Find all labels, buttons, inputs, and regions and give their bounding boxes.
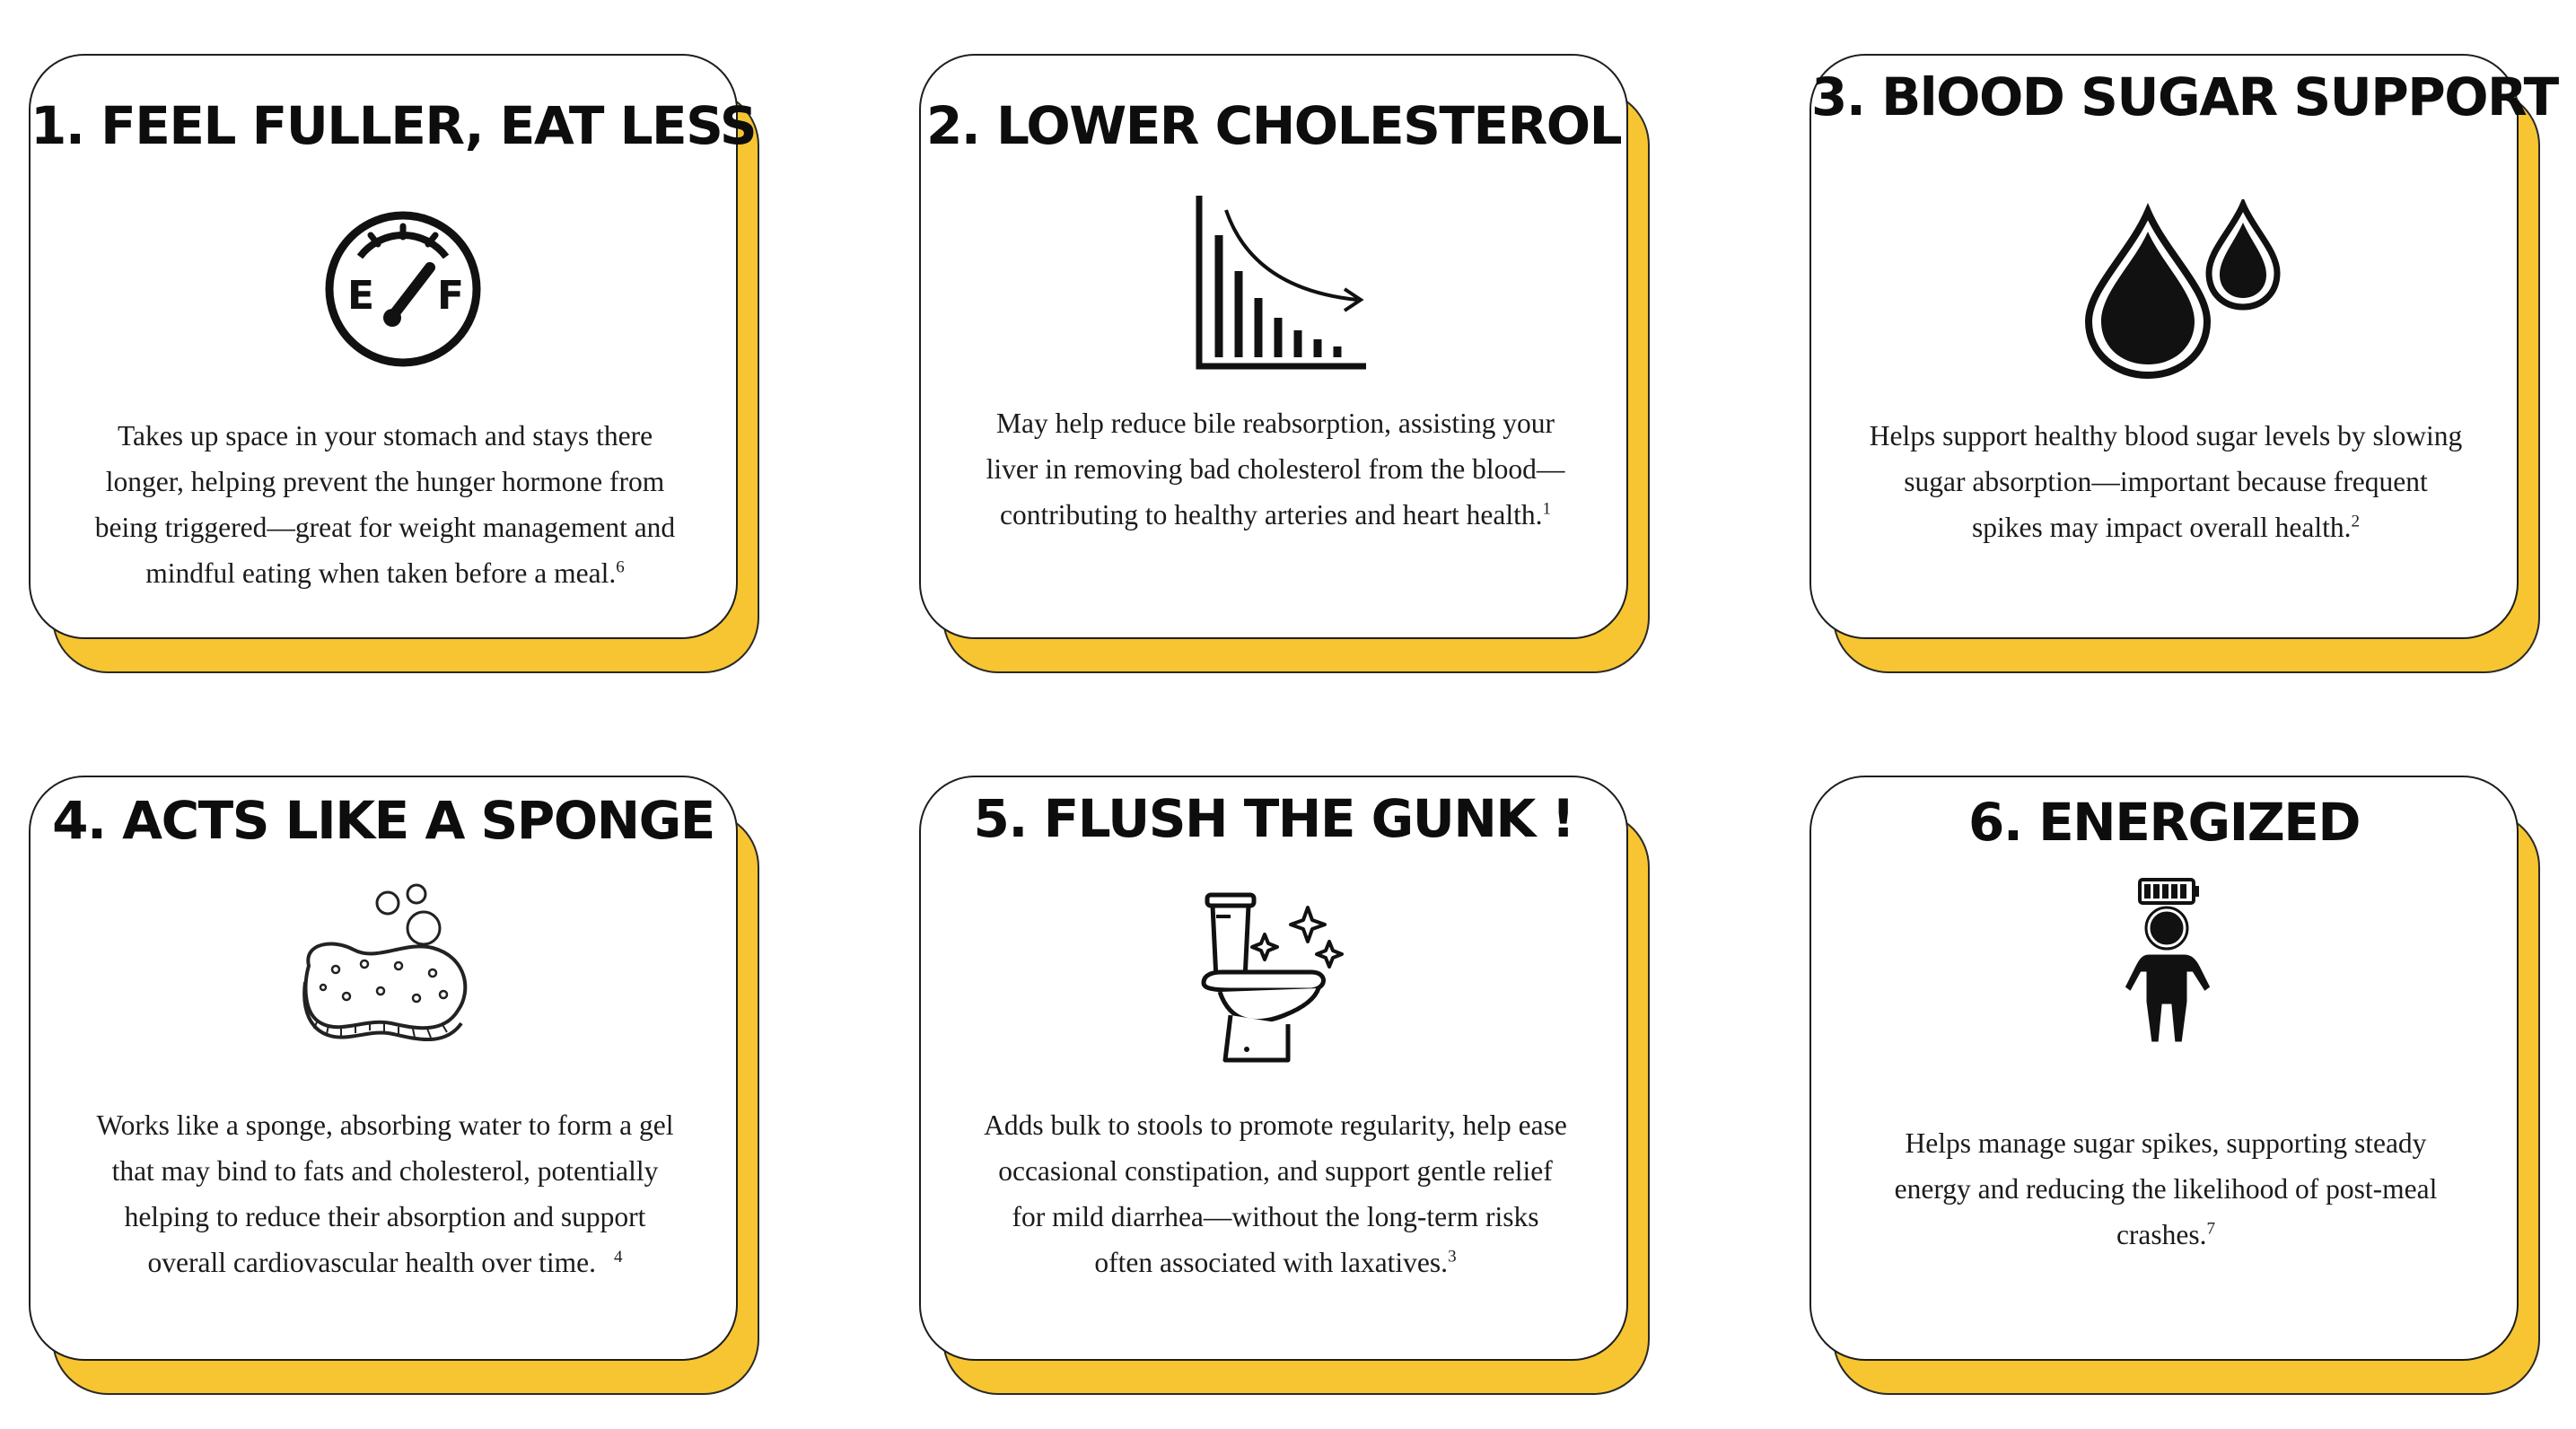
- card-face: [29, 776, 738, 1361]
- reference-number: 2: [2351, 512, 2360, 531]
- toilet-sparkle-icon: [1195, 890, 1365, 1069]
- card-title: 3. BlOOD SUGAR SUPPORT: [1811, 66, 2558, 127]
- reference-number: 7: [2206, 1219, 2216, 1239]
- card-title: 6. ENERGIZED: [1967, 792, 2361, 853]
- card-description: Helps support healthy blood sugar levels by slowing sugar absorption—important because frequent spikes may impact overall health.$^2$: [1869, 420, 2463, 543]
- card-description: Helps manage sugar spikes, supporting steady energy and reducing the likelihood of post-meal crashes.$^7$: [1894, 1127, 2438, 1250]
- card-title: 5. FLUSH THE GUNK !: [973, 788, 1574, 849]
- card-face: [29, 54, 757, 639]
- blood-drops-icon: [2076, 199, 2291, 379]
- card-description: May help reduce bile reabsorption, assisting your liver in removing bad cholesterol from the blood— contributing to healthy arteries and heart health.$^1$: [986, 408, 1565, 530]
- card-title: 1. FEEL FULLER, EAT LESS: [31, 95, 757, 156]
- declining-chart-icon: [1190, 190, 1370, 379]
- reference-number: 1: [1542, 499, 1551, 519]
- card-face: [919, 776, 1628, 1361]
- card-face: [919, 54, 1628, 639]
- card-face: [1809, 54, 2558, 639]
- reference-number: 4: [613, 1247, 623, 1267]
- card-face: [1809, 776, 2519, 1361]
- reference-number: 6: [616, 557, 625, 577]
- benefit-card-5: [919, 776, 1628, 1361]
- energized-person-battery-icon: [2125, 876, 2215, 1047]
- benefit-card-2: [919, 54, 1628, 639]
- gauge-empty-label: E: [347, 273, 375, 319]
- reference-number: 3: [1448, 1247, 1457, 1267]
- card-title: 4. ACTS LIKE A SPONGE: [52, 790, 714, 851]
- benefit-card-6: [1809, 776, 2519, 1361]
- sponge-icon: [291, 876, 479, 1056]
- benefit-card-1: [29, 54, 757, 639]
- benefit-card-4: [29, 776, 738, 1361]
- benefit-card-3: [1809, 54, 2558, 639]
- card-description: Works like a sponge, absorbing water to form a gel that may bind to fats and cholesterol, potentially helping to reduce their absorption and support overall cardiovascular health over time. $^4$: [96, 1109, 674, 1278]
- gauge-full-label: F: [437, 273, 465, 319]
- card-title: 2. LOWER CHOLESTEROL: [925, 95, 1622, 156]
- fuel-gauge-icon: [322, 208, 484, 370]
- card-description: Adds bulk to stools to promote regularity, help ease occasional constipation, and support gentle relief for mild diarrhea—without the long-term risks often associated with laxatives.$^3$: [984, 1109, 1567, 1278]
- card-description: Takes up space in your stomach and stays there longer, helping prevent the hunger hormone from being triggered—great for weight management and mindful eating when taken before a meal.$^6$: [94, 420, 676, 589]
